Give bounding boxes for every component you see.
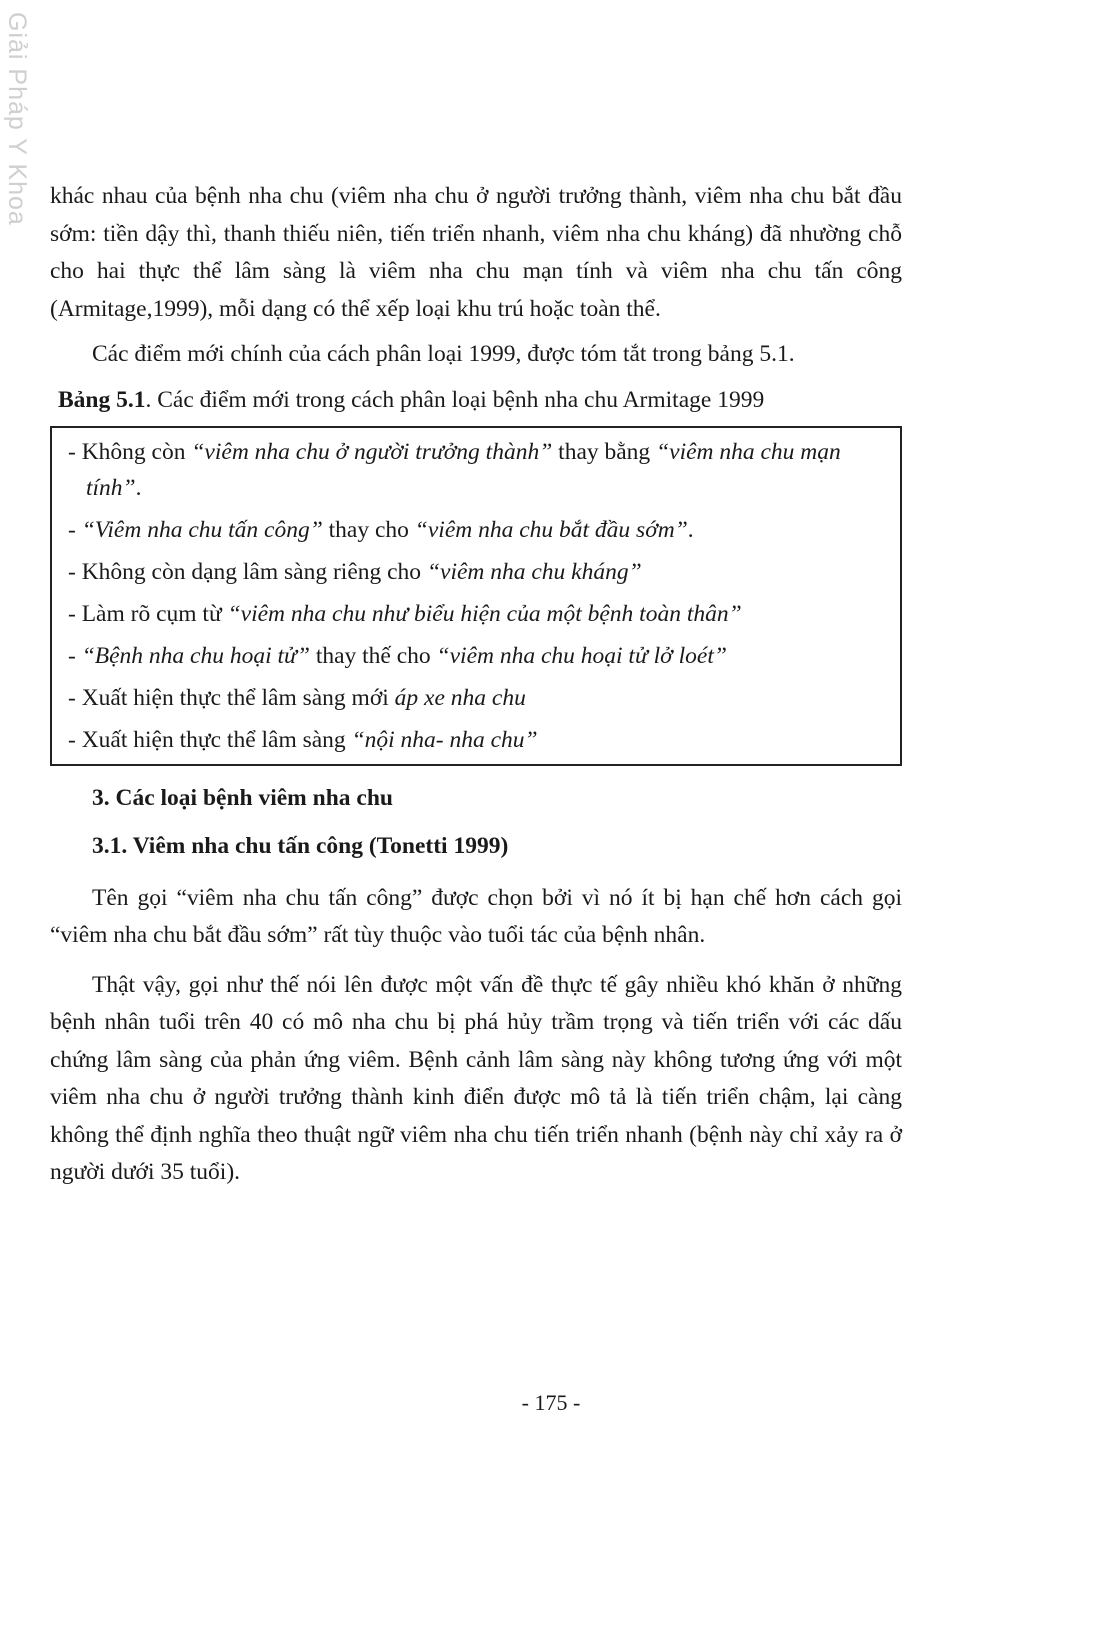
table-row: - “Bệnh nha chu hoại tử” thay thế cho “viêm nha chu hoại tử lở loét” [68, 642, 727, 669]
table-row: - Xuất hiện thực thể lâm sàng mới áp xe nha chu [68, 684, 526, 711]
page-number: - 175 - [521, 1390, 581, 1415]
summary-paragraph: Các điểm mới chính của cách phân loại 1999, được tóm tắt trong bảng 5.1. [92, 341, 795, 367]
table-row: - “Viêm nha chu tấn công” thay cho “viêm nha chu bắt đầu sớm”. [68, 516, 694, 543]
table-5-1 [50, 426, 902, 766]
table-row: - Không còn dạng lâm sàng riêng cho “viêm nha chu kháng” [68, 558, 642, 585]
table-row: - Xuất hiện thực thể lâm sàng “nội nha- nha chu” [68, 726, 538, 753]
intro-paragraph: khác nhau của bệnh nha chu (viêm nha chu ở người trưởng thành, viêm nha chu bắt đầu sớm: tiền dậy thì, thanh thiếu niên, tiến triển nhanh, viêm nha chu kháng) đã nhường chỗ cho hai thực thể lâm sàng là viêm nha chu mạn tính và viêm nha chu tấn công (Armitage,1999), mỗi dạng có thể xếp loại khu trú hoặc toàn thể. [50, 183, 902, 322]
table-caption-label: Bảng 5.1 [58, 386, 146, 413]
paragraph-explanation: Thật vậy, gọi như thế nói lên được một vấn đề thực tế gây nhiều khó khăn ở những bệnh nhân tuổi trên 40 có mô nha chu bị phá hủy trầm trọng và tiến triển với các dấu chứng lâm sàng của phản ứng viêm. Bệnh cảnh lâm sàng này không tương ứng với một viêm nha chu ở người trưởng thành kinh điển được mô tả là tiến triển chậm, lại càng không thể định nghĩa theo thuật ngữ viêm nha chu tiến triển nhanh (bệnh này chỉ xảy ra ở người dưới 35 tuổi). [50, 971, 902, 1185]
page-content [50, 178, 902, 1192]
table-row: - Không còn “viêm nha chu ở người trưởng thành” thay bằng “viêm nha chu mạn tính”. [68, 438, 841, 501]
table-caption-text: . Các điểm mới trong cách phân loại bệnh nha chu Armitage 1999 [145, 386, 765, 413]
section-heading: 3. Các loại bệnh viêm nha chu [92, 784, 393, 811]
table-caption [58, 382, 902, 418]
paragraph-name-choice: Tên gọi “viêm nha chu tấn công” được chọn bởi vì nó ít bị hạn chế hơn cách gọi “viêm nha chu bắt đầu sớm” rất tùy thuộc vào tuổi tác của bệnh nhân. [50, 884, 902, 948]
table-row: - Làm rõ cụm từ “viêm nha chu như biểu hiện của một bệnh toàn thân” [68, 600, 742, 627]
subsection-heading: 3.1. Viêm nha chu tấn công (Tonetti 1999) [92, 832, 509, 859]
watermark: Giải Pháp Y Khoa [3, 12, 31, 226]
